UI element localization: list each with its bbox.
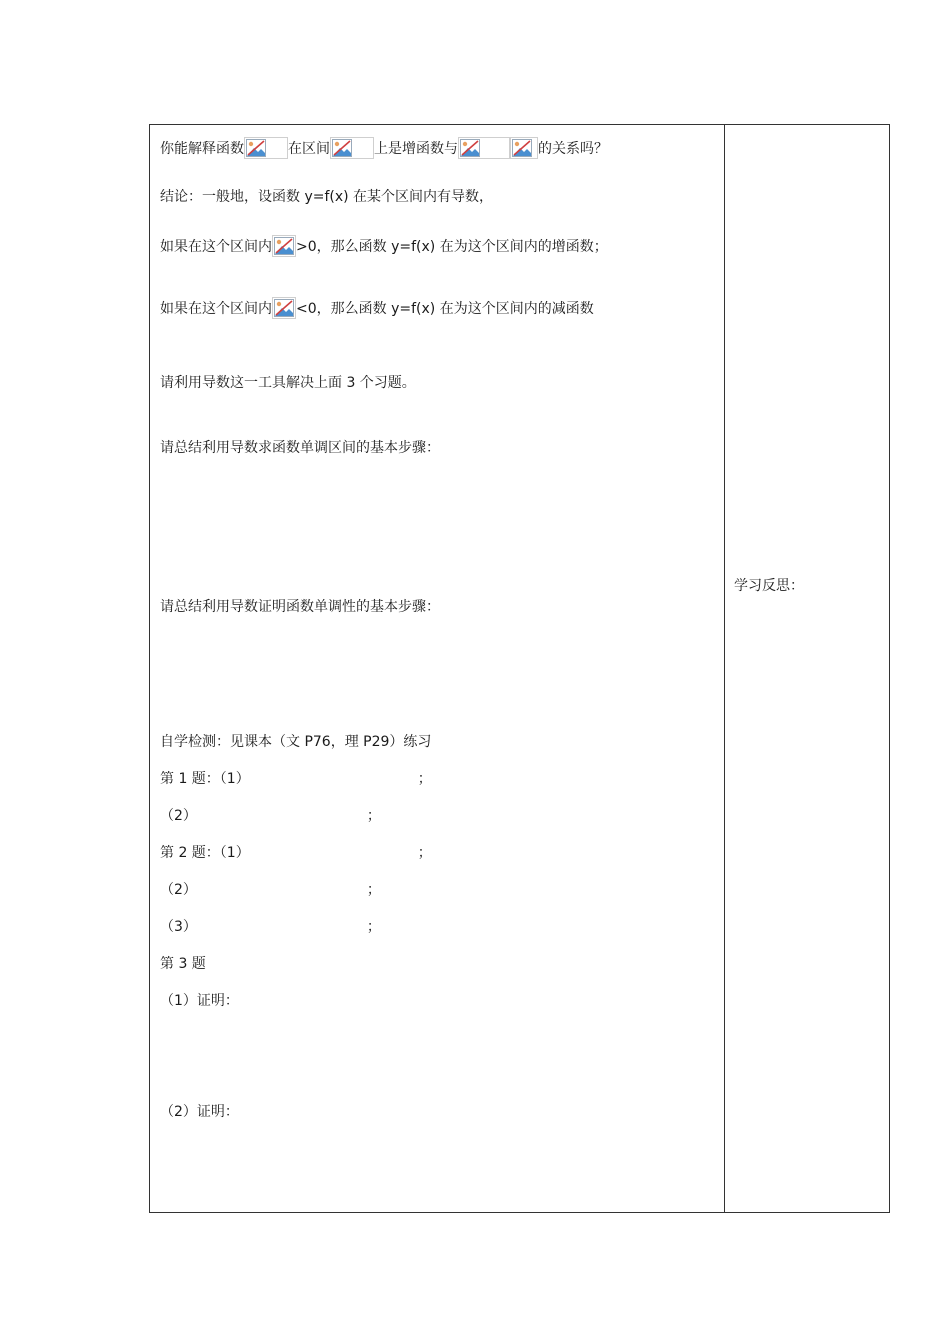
use-tool-line: 请利用导数这一工具解决上面 3 个习题。 xyxy=(160,375,416,391)
broken-image-icon xyxy=(510,137,538,159)
exercise-2-1 xyxy=(160,843,432,863)
question-text-1: 你能解释函数 xyxy=(160,141,244,157)
summary-steps-1: 请总结利用导数求函数单调区间的基本步骤： xyxy=(160,440,440,456)
exercise-1-1 xyxy=(160,769,432,789)
negative-derivative-line xyxy=(160,297,594,319)
broken-image-icon xyxy=(244,137,288,159)
negative-text-2: <0，那么函数 y=f(x) 在为这个区间内的减函数 xyxy=(296,301,594,317)
question-line xyxy=(160,137,608,159)
exercise-1-1-label: 第 1 题：（1） xyxy=(160,771,250,787)
self-check-line: 自学检测：见课本（文 P76，理 P29）练习 xyxy=(160,734,432,750)
exercise-2-3-label: （3） xyxy=(160,919,197,935)
semicolon: ； xyxy=(417,845,432,861)
semicolon: ； xyxy=(417,771,432,787)
positive-text-2: >0，那么函数 y=f(x) 在为这个区间内的增函数； xyxy=(296,239,608,255)
semicolon: ； xyxy=(366,919,381,935)
conclusion-line: 结论：一般地，设函数 y=f(x) 在某个区间内有导数， xyxy=(160,189,494,205)
exercise-2-1-label: 第 2 题：（1） xyxy=(160,845,250,861)
negative-text-1: 如果在这个区间内 xyxy=(160,301,272,317)
reflection-label: 学习反思： xyxy=(734,578,804,594)
exercise-3: 第 3 题 xyxy=(160,956,206,972)
semicolon: ； xyxy=(366,808,381,824)
exercise-1-2 xyxy=(160,806,381,826)
positive-derivative-line xyxy=(160,235,608,257)
semicolon: ； xyxy=(366,882,381,898)
lesson-table xyxy=(149,124,890,1213)
exercise-2-2-label: （2） xyxy=(160,882,197,898)
exercise-3-2-proof: （2）证明： xyxy=(160,1104,239,1120)
question-text-3: 上是增函数与 xyxy=(374,141,458,157)
broken-image-icon xyxy=(458,137,510,159)
broken-image-icon xyxy=(272,297,296,319)
question-text-2: 在区间 xyxy=(288,141,330,157)
broken-image-icon xyxy=(330,137,374,159)
exercise-2-3 xyxy=(160,917,381,937)
exercise-2-2 xyxy=(160,880,381,900)
exercise-1-2-label: （2） xyxy=(160,808,197,824)
broken-image-icon xyxy=(272,235,296,257)
summary-steps-2: 请总结利用导数证明函数单调性的基本步骤： xyxy=(160,599,440,615)
exercise-3-1-proof: （1）证明： xyxy=(160,993,239,1009)
positive-text-1: 如果在这个区间内 xyxy=(160,239,272,255)
question-text-4: 的关系吗？ xyxy=(538,141,608,157)
column-divider xyxy=(724,125,725,1212)
